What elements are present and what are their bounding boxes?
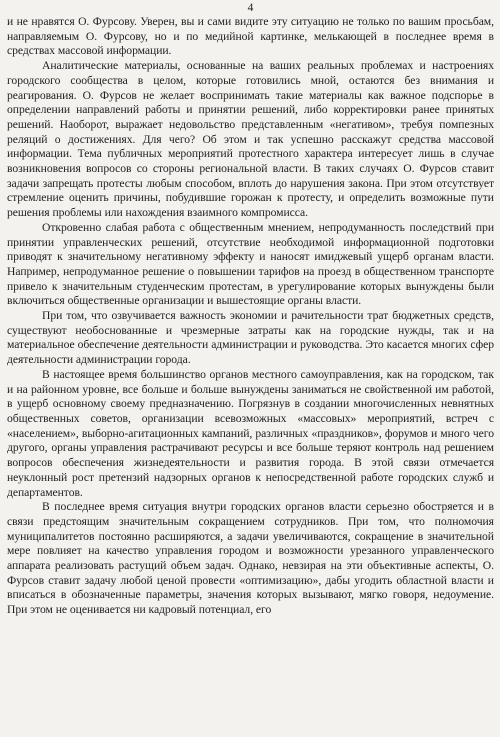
paragraph: В настоящее время большинство органов местного самоуправления, как на городском, так и на районном уровне, все больше и больше вынуждены заниматься не свойственной им работой, в ущерб основному своему предназначению. Погрязнув в создании многочисленных невнятных общественных советов, организации всевозможных «массовых» мероприятий, встреч с «населением», выборно-агитационных кампаний, различных «праздников», форумов и много чего другого, органы управления растрачивают ресурсы и все больше теряют контроль над решением вопросов обеспечения жизнедеятельности и развития города. В этой связи отмечается неуклонный рост претензий надзорных органов к непосредственной работе городских служб и департаментов. (7, 367, 494, 499)
paragraph: Откровенно слабая работа с общественным мнением, непродуманность последствий при принятии управленческих решений, отсутствие необходимой информационной подготовки приводят к значительному негативному эффекту и наносят имиджевый ущерб органам власти. Например, непродуманное решение о повышении тарифов на проезд в общественном транспорте привело к значительным студенческим протестам, в урегулирование которых вынуждены были включиться общественные организации и вышестоящие органы власти. (7, 220, 494, 308)
paragraph: Аналитические материалы, основанные на ваших реальных проблемах и настроениях городского сообщества в целом, которые готовились мной, остаются без внимания и реагирования. О. Фурсов не желает воспринимать такие материалы как важное подспорье в определении направлений работы и принятии решений, либо корректировки ранее принятых решений. Наоборот, выражает недовольство представленным «негативом», требуя помпезных реляций о достижениях. Для чего? Об этом и так успешно расскажут средства массовой информации. Тема публичных мероприятий протестного характера интересует лишь в случае возникновения вопросов со стороны региональной власти. В таких случаях О. Фурсов ставит задачи запрещать протесты любым способом, вплоть до нарушения закона. При этом отсутствует стремление оценить причины, побудившие горожан к протесту, и определить возможные пути решения проблемы или нахождения взаимного компромисса. (7, 59, 494, 220)
paragraph: В последнее время ситуация внутри городских органов власти серьезно обостряется и в связи предстоящим значительным сокращением сотрудников. При том, что полномочия муниципалитетов постоянно расширяются, а задачи увеличиваются, сокращение в значительной мере повлияет на качество управления городом и возможности урезанного управленческого аппарата реализовать растущий объем задач. Однако, невзирая на эти объективные аспекты, О. Фурсов ставит задачу любой ценой провести «оптимизацию», дабы угодить областной власти и вписаться в обозначенные параметры, значения которых вызывают, мягко говоря, недоумение. При этом не оценивается ни кадровый потенциал, его (7, 500, 494, 617)
paragraph: и не нравятся О. Фурсову. Уверен, вы и сами видите эту ситуацию не только по вашим просьбам, направляемым О. Фурсову, но и по медийной картинке, мелькающей в последнее время в средствах массовой информации. (7, 15, 494, 58)
page-number: 4 (247, 2, 254, 14)
document-body (7, 15, 494, 618)
paragraph: При том, что озвучивается важность экономии и рачительности трат бюджетных средств, существуют необоснованные и чрезмерные затраты как на городские нужды, так и на материальное обеспечение деятельности администрации и руководства. Это касается многих сфер деятельности администрации города. (7, 309, 494, 367)
